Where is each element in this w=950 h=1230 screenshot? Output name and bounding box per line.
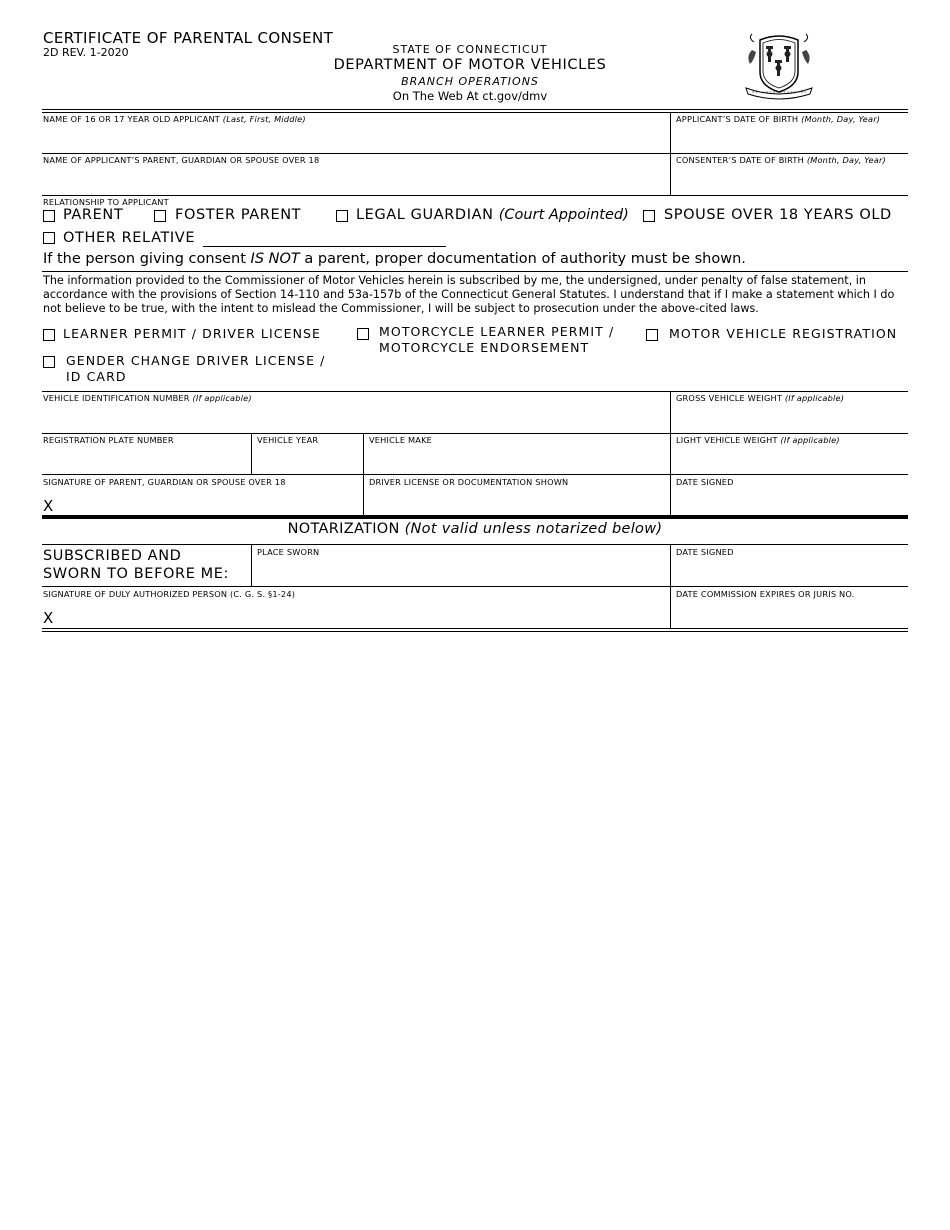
place-sworn-label: PLACE SWORN [257, 547, 320, 557]
vehicle-make-label: VEHICLE MAKE [369, 435, 433, 445]
row-divider [42, 586, 908, 587]
bottom-rule [42, 631, 908, 632]
row-divider [42, 474, 908, 475]
column-divider [670, 392, 671, 516]
consent-note [43, 251, 746, 267]
row-divider [42, 391, 908, 392]
consent-note-emphasis: IS NOT [250, 251, 300, 267]
applicant-name-label: NAME OF 16 OR 17 YEAR OLD APPLICANT [43, 114, 220, 124]
parent-name-label: NAME OF APPLICANT’S PARENT, GUARDIAN OR SPOUSE OVER 18 [43, 155, 320, 165]
motorcycle-checkbox[interactable] [357, 328, 369, 340]
license-doc-label: DRIVER LICENSE OR DOCUMENTATION SHOWN [369, 477, 569, 487]
parent-signature-field[interactable] [43, 477, 286, 487]
gross-weight-hint: (If applicable) [784, 393, 845, 403]
state-seal-icon [738, 32, 820, 100]
column-divider [670, 545, 671, 629]
branch-name: BRANCH OPERATIONS [401, 75, 539, 88]
light-weight-label: LIGHT VEHICLE WEIGHT [676, 435, 778, 445]
foster-parent-checkbox[interactable] [154, 210, 166, 222]
notary-signature-mark: X [43, 609, 54, 627]
applicant-name-field[interactable] [43, 114, 306, 124]
gender-change-option [66, 353, 325, 385]
learner-permit-checkbox[interactable] [43, 329, 55, 341]
column-divider [363, 434, 364, 516]
sworn-line-1: SUBSCRIBED AND [43, 548, 182, 564]
vehicle-year-field[interactable] [257, 435, 318, 445]
notarization-title: NOTARIZATION [287, 521, 400, 537]
parent-name-field[interactable] [43, 155, 319, 165]
row-divider [42, 271, 908, 272]
applicant-dob-field[interactable] [676, 114, 880, 124]
gross-weight-field[interactable] [676, 393, 844, 403]
vin-hint: (If applicable) [192, 393, 252, 403]
commission-expires-label: DATE COMMISSION EXPIRES OR JURIS NO. [676, 589, 855, 599]
legal-guardian-checkbox[interactable] [336, 210, 348, 222]
signature-mark: X [43, 497, 54, 515]
consenter-dob-field[interactable] [676, 155, 886, 165]
column-divider [670, 113, 671, 195]
row-divider [42, 544, 908, 545]
foster-parent-option-label: FOSTER PARENT [175, 207, 302, 223]
vehicle-year-label: VEHICLE YEAR [257, 435, 319, 445]
parent-signature-label: SIGNATURE OF PARENT, GUARDIAN OR SPOUSE OVER 18 [43, 477, 286, 487]
consent-note-post: a parent, proper documentation of authority must be shown. [299, 251, 746, 267]
commission-expires-field[interactable] [676, 589, 854, 599]
relationship-label: RELATIONSHIP TO APPLICANT [43, 197, 169, 207]
motorcycle-label-line2: MOTORCYCLE ENDORSEMENT [379, 340, 590, 355]
court-appointed-note: (Court Appointed) [498, 207, 629, 223]
place-sworn-field[interactable] [257, 547, 319, 557]
consenter-dob-hint: (Month, Day, Year) [806, 155, 886, 165]
spouse-checkbox[interactable] [643, 210, 655, 222]
consent-note-pre: If the person giving consent [43, 251, 251, 267]
parent-checkbox[interactable] [43, 210, 55, 222]
row-divider [42, 433, 908, 434]
gender-change-label-line1: GENDER CHANGE DRIVER LICENSE / [66, 353, 326, 368]
department-name: DEPARTMENT OF MOTOR VEHICLES [333, 57, 607, 73]
spouse-option-label: SPOUSE OVER 18 YEARS OLD [664, 207, 892, 223]
top-rule [42, 109, 908, 110]
row-divider [42, 153, 908, 154]
learner-permit-label: LEARNER PERMIT / DRIVER LICENSE [63, 326, 322, 341]
state-name: STATE OF CONNECTICUT [392, 43, 548, 56]
light-weight-hint: (If applicable) [780, 435, 840, 445]
applicant-dob-label: APPLICANT’S DATE OF BIRTH [676, 114, 799, 124]
authorized-signature-label: SIGNATURE OF DULY AUTHORIZED PERSON (C. G. S. §1-24) [43, 589, 296, 599]
date-signed-label: DATE SIGNED [676, 477, 734, 487]
sworn-statement [43, 547, 229, 583]
notary-date-signed-field[interactable] [676, 547, 734, 557]
form-number: 2D REV. 1-2020 [43, 46, 129, 59]
motorcycle-option [379, 324, 614, 356]
authorized-signature-field[interactable] [43, 589, 295, 599]
gross-weight-label: GROSS VEHICLE WEIGHT [676, 393, 783, 403]
form-title: CERTIFICATE OF PARENTAL CONSENT [43, 29, 334, 47]
plate-field[interactable] [43, 435, 174, 445]
notary-date-signed-label: DATE SIGNED [676, 547, 734, 557]
sworn-line-2: SWORN TO BEFORE ME: [43, 566, 230, 582]
legal-guardian-option [356, 207, 629, 223]
website: On The Web At ct.gov/dmv [392, 89, 548, 103]
other-relative-input-line[interactable] [203, 246, 446, 247]
other-relative-option-label: OTHER RELATIVE [63, 230, 196, 246]
other-relative-checkbox[interactable] [43, 232, 55, 244]
light-weight-field[interactable] [676, 435, 840, 445]
registration-checkbox[interactable] [646, 329, 658, 341]
column-divider [251, 545, 252, 586]
license-doc-field[interactable] [369, 477, 568, 487]
parent-option-label: PARENT [63, 207, 124, 223]
gender-change-checkbox[interactable] [43, 356, 55, 368]
notarization-note: (Not valid unless notarized below) [404, 521, 663, 537]
applicant-dob-hint: (Month, Day, Year) [801, 114, 881, 124]
plate-label: REGISTRATION PLATE NUMBER [43, 435, 174, 445]
consenter-dob-label: CONSENTER’S DATE OF BIRTH [676, 155, 804, 165]
row-divider [42, 195, 908, 196]
column-divider [251, 434, 252, 474]
date-signed-field[interactable] [676, 477, 734, 487]
vin-field[interactable] [43, 393, 252, 403]
notarization-separator [42, 515, 908, 519]
vehicle-make-field[interactable] [369, 435, 432, 445]
registration-label: MOTOR VEHICLE REGISTRATION [669, 326, 898, 341]
bottom-rule [42, 628, 908, 629]
gender-change-label-line2: ID CARD [66, 369, 127, 384]
legal-guardian-label: LEGAL GUARDIAN [356, 207, 494, 223]
top-rule [42, 112, 908, 113]
applicant-name-hint: (Last, First, Middle) [222, 114, 306, 124]
vin-label: VEHICLE IDENTIFICATION NUMBER [43, 393, 190, 403]
penalty-statement: The information provided to the Commissioner of Motor Vehicles herein is subscribed by me, the undersigned, under penalty of false statement, in accordance with the provisions of Section 14-110 and 53a-157b of the Connecticut General Statutes. I understand that if I make a statement which I do not believe to be true, with the intent to mislead the Commissioner, I will be subject to prosecution under the above-cited laws. [43, 274, 895, 315]
motorcycle-label-line1: MOTORCYCLE LEARNER PERMIT / [379, 324, 615, 339]
notarization-heading [42, 521, 908, 537]
